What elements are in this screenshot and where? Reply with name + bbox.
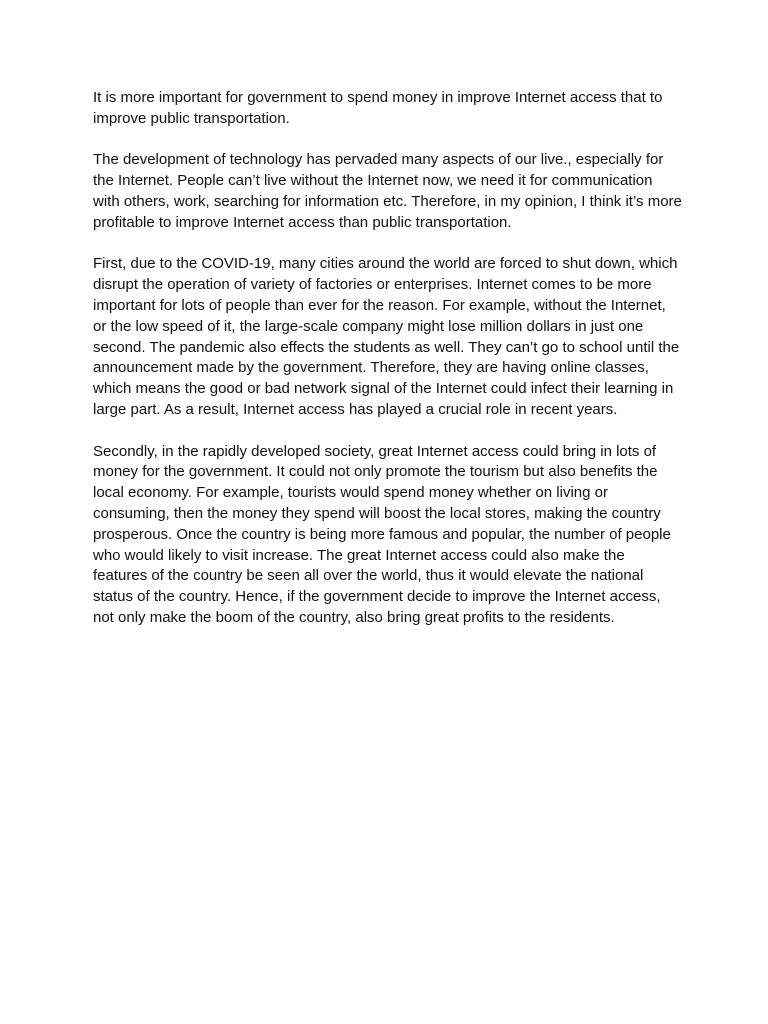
essay-thesis-paragraph: It is more important for government to spend money in improve Internet access that to improve public transportation. (93, 89, 663, 127)
essay-second-argument-paragraph: Secondly, in the rapidly developed society, great Internet access could bring in lots of money for the government. It could not only promote the tourism but also benefits the local economy. For example, tourists would spend money whether on living or consuming, then the money they spend will boost the local stores, making the country prosperous. Once the country is being more famous and popular, the number of people who would likely to visit increase. The great Internet access could also make the features of the country be seen all over the world, thus it would elevate the national status of the country. Hence, if the government decide to improve the Internet access, not only make the boom of the country, also bring great profits to the residents. (93, 442, 671, 626)
essay-introduction-paragraph: The development of technology has pervaded many aspects of our live., especially for the Internet. People can’t live without the Internet now, we need it for communication with others, work, searching for information etc. Therefore, in my opinion, I think it’s more profitable to improve Internet access than public transportation. (93, 151, 682, 231)
essay-body (93, 88, 683, 629)
essay-first-argument-paragraph: First, due to the COVID-19, many cities around the world are forced to shut down, which disrupt the operation of variety of factories or enterprises. Internet comes to be more important for lots of people than ever for the reason. For example, without the Internet, or the low speed of it, the large-scale company might lose million dollars in just one second. The pandemic also effects the students as well. They can’t go to school until the announcement made by the government. Therefore, they are having online classes, which means the good or bad network signal of the Internet could infect their learning in large part. As a result, Internet access has played a crucial role in recent years. (93, 255, 680, 418)
